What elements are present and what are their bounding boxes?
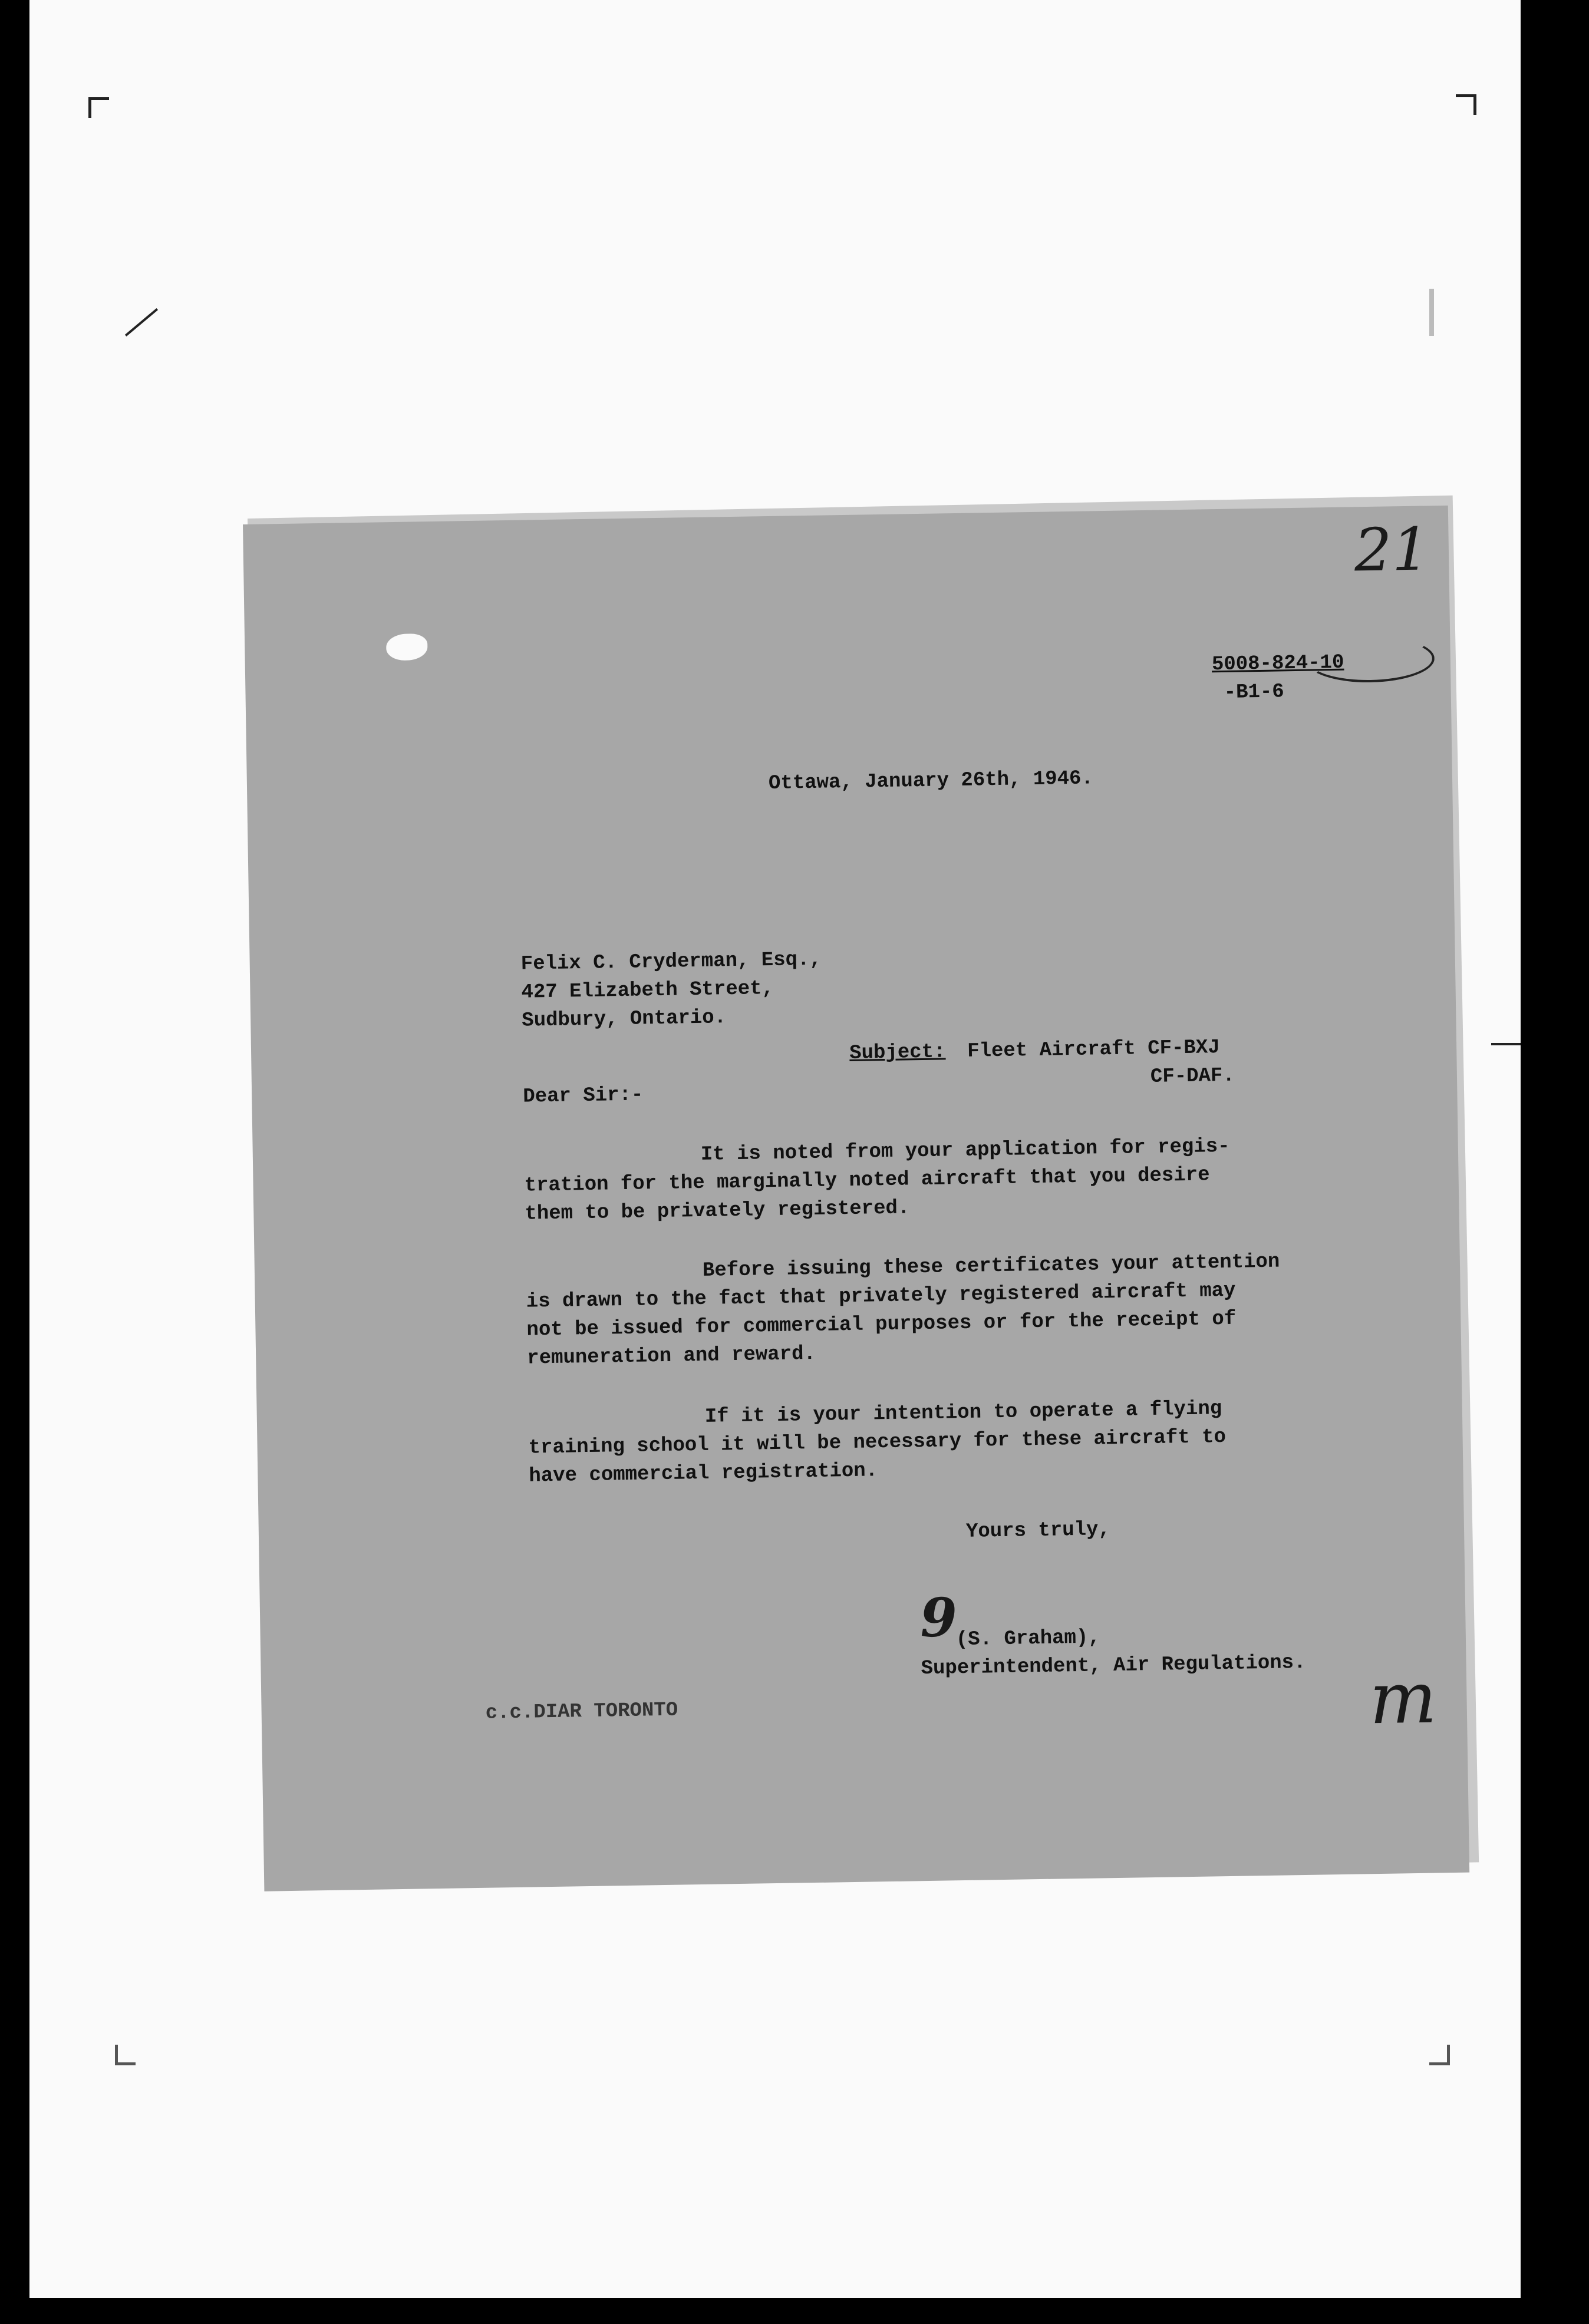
signer-name: (S. Graham), [955, 1626, 1100, 1652]
addressee-city: Sudbury, Ontario. [521, 1006, 727, 1032]
paragraph-2-line-2: is drawn to the fact that privately registered aircraft may [526, 1279, 1236, 1313]
crop-mark-bottom-right [1429, 2045, 1450, 2065]
paragraph-2-line-3: not be issued for commercial purposes or for the receipt of [526, 1308, 1237, 1342]
crop-mark-bottom-left [115, 2045, 136, 2065]
subject-label: Subject: [849, 1041, 946, 1065]
paragraph-2-line-4: remuneration and reward. [526, 1342, 816, 1370]
subject-line-1: Fleet Aircraft CF-BXJ [967, 1036, 1220, 1063]
paper-tear [386, 633, 428, 661]
addressee-name: Felix C. Cryderman, Esq., [520, 948, 822, 976]
signature-initial: 9 [919, 1586, 958, 1650]
salutation: Dear Sir:- [523, 1084, 644, 1108]
paragraph-2-line-1: Before issuing these certificates your attention [702, 1250, 1280, 1282]
date-line: Ottawa, January 26th, 1946. [768, 767, 1094, 795]
pen-stroke-mark [125, 308, 158, 336]
paragraph-3-line-2: training school it will be necessary for these aircraft to [528, 1425, 1227, 1460]
subject-line-2: CF-DAF. [1150, 1064, 1235, 1088]
paragraph-1-line-2: tration for the marginally noted aircraft that you desire [524, 1164, 1210, 1197]
handwritten-initial: m [1369, 1657, 1438, 1741]
letter-page [243, 506, 1469, 1891]
file-reference-1: 5008-824-10 [1211, 651, 1344, 676]
file-reference-scribble [1306, 635, 1435, 683]
crop-mark-top-left [88, 97, 109, 118]
crop-mark-top-right [1456, 94, 1476, 115]
paragraph-3-line-1: If it is your intention to operate a flying [704, 1398, 1222, 1428]
file-reference-2: -B1-6 [1224, 681, 1285, 704]
paragraph-1-line-1: It is noted from your application for regis- [700, 1135, 1230, 1166]
film-edge [1476, 0, 1500, 2324]
carbon-copy-line: c.c.DIAR TORONTO [485, 1699, 678, 1725]
addressee-street: 427 Elizabeth Street, [521, 977, 774, 1004]
paragraph-3-line-3: have commercial registration. [529, 1460, 878, 1488]
signer-title: Superintendent, Air Regulations. [921, 1651, 1306, 1681]
frame-mark [1429, 289, 1434, 336]
paragraph-1-line-3: them to be privately registered. [525, 1197, 910, 1226]
page-number: 21 [1354, 514, 1430, 585]
closing: Yours truly, [965, 1518, 1111, 1543]
